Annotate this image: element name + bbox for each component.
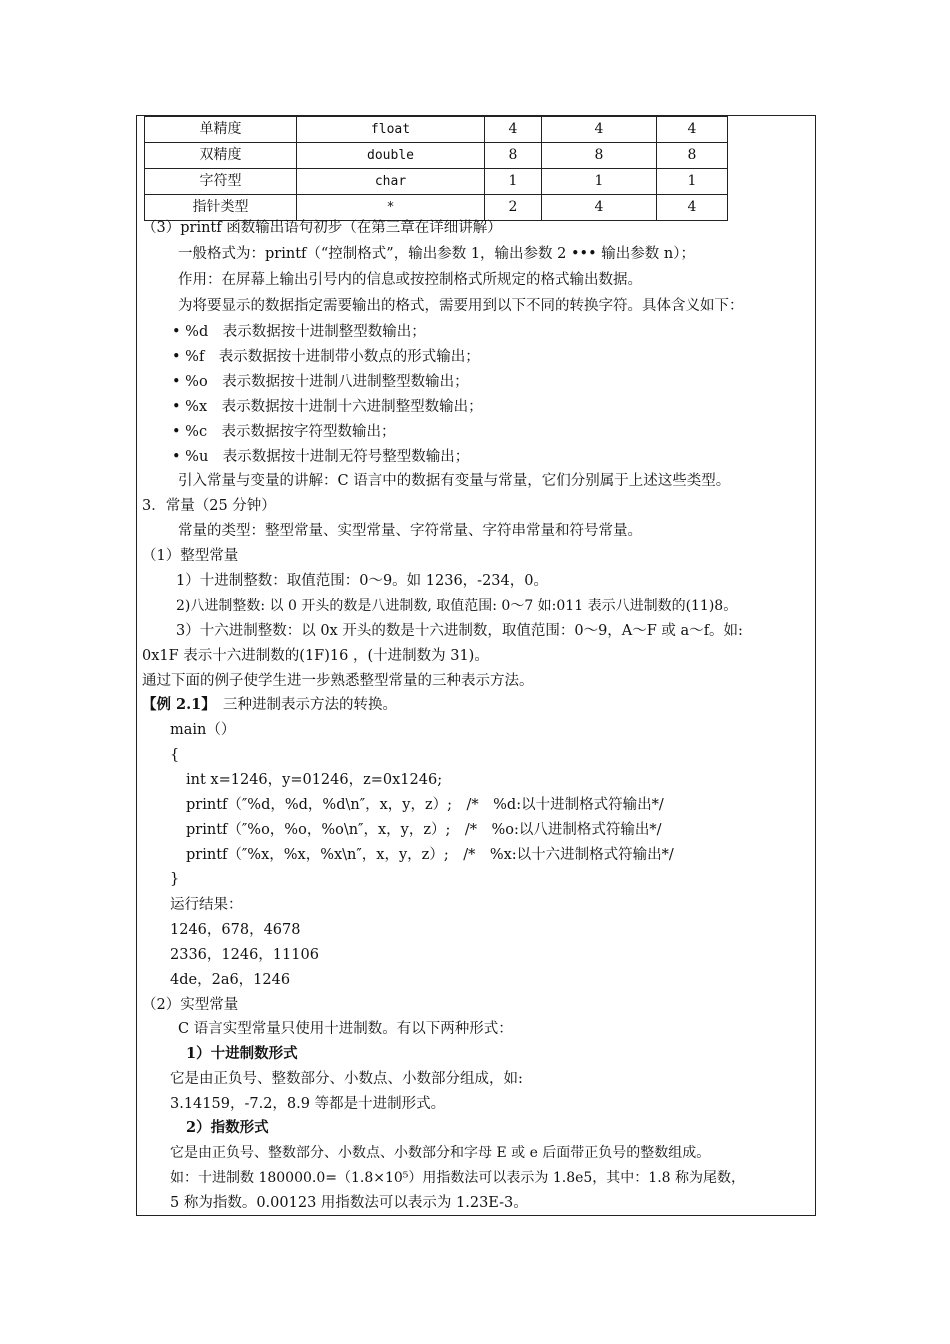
int-summary: 通过下面的例子使学生进一步熟悉整型常量的三种表示方法。: [142, 673, 534, 689]
size-32bit-cell: 8: [542, 143, 657, 169]
int-item-hex: 3）十六进制整数：以 0x 开头的数是十六进制数，取值范围：0～9，A～F 或 a～f。如:: [176, 623, 743, 639]
real-constant-heading: （2）实型常量: [142, 997, 239, 1013]
code-line: printf（″%o，%o，%o\n″，x，y，z）; /* %o:以八进制格式符输出*/: [186, 822, 662, 838]
type-name-cell: 字符型: [145, 169, 297, 195]
size-16bit-cell: 2: [485, 195, 542, 221]
exp-form-example: 如：十进制数 180000.0=（1.8×10⁵）用指数法可以表示为 1.8e5，其中：1.8 称为尾数，: [170, 1170, 746, 1186]
constant-types: 常量的类型：整型常量、实型常量、字符常量、字符串常量和符号常量。: [178, 523, 642, 539]
example-title: 三种进制表示方法的转换。: [208, 697, 398, 713]
exp-form-desc: 它是由正负号、整数部分、小数点、小数部分和字母 E 或 e 后面带正负号的整数组成。: [170, 1145, 711, 1161]
example-heading: [142, 695, 397, 715]
table-row: [145, 143, 728, 169]
decimal-form-desc: 它是由正负号、整数部分、小数点、小数部分组成，如:: [170, 1071, 523, 1087]
int-item-octal: 2)八进制整数: 以 0 开头的数是八进制数, 取值范围: 0～7 如:011 表示八进制数的(11)8。: [176, 598, 738, 614]
data-type-table: [144, 116, 728, 221]
size-32bit-cell: 4: [542, 195, 657, 221]
example-label: 【例 2.1】: [142, 696, 209, 713]
real-intro: C 语言实型常量只使用十进制数。有以下两种形式：: [178, 1021, 513, 1037]
code-line: main（）: [170, 722, 236, 738]
int-item-decimal: 1）十进制整数：取值范围：0～9。如 1236，-234，0。: [176, 573, 548, 589]
printf-heading: （3）printf 函数输出语句初步（在第三章在详细讲解）: [142, 220, 502, 236]
code-line: printf（″%x，%x，%x\n″，x，y，z）; /* %x:以十六进制格式符输出*/: [186, 847, 674, 863]
printf-intro: 为将要显示的数据指定需要输出的格式，需要用到以下不同的转换字符。具体含义如下：: [178, 298, 744, 314]
specifier-item: • %o 表示数据按十进制八进制整型数输出；: [172, 374, 469, 390]
size-16bit-cell: 1: [485, 169, 542, 195]
printf-general-format: 一般格式为：printf（“控制格式”，输出参数 1，输出参数 2 ••• 输出参数 n）；: [178, 246, 695, 262]
table-row: [145, 117, 728, 143]
result-line: 4de，2a6，1246: [170, 972, 291, 988]
size-64bit-cell: 8: [657, 143, 728, 169]
keyword-cell: double: [297, 143, 485, 169]
size-32bit-cell: 1: [542, 169, 657, 195]
result-line: 1246，678，4678: [170, 922, 301, 938]
keyword-cell: *: [297, 195, 485, 221]
specifier-item: • %c 表示数据按字符型数输出；: [172, 424, 396, 440]
table-row: [145, 195, 728, 221]
keyword-cell: char: [297, 169, 485, 195]
type-name-cell: 指针类型: [145, 195, 297, 221]
size-64bit-cell: 4: [657, 195, 728, 221]
exp-form-example-cont: 5 称为指数。0.00123 用指数法可以表示为 1.23E-3。: [170, 1195, 528, 1211]
code-line: printf（″%d，%d，%d\n″，x，y，z）; /* %d:以十进制格式符输出*/: [186, 797, 664, 813]
exp-form-heading: 2）指数形式: [186, 1119, 269, 1136]
size-16bit-cell: 8: [485, 143, 542, 169]
result-line: 2336，1246，11106: [170, 947, 319, 963]
size-32bit-cell: 4: [542, 117, 657, 143]
specifier-item: • %x 表示数据按十进制十六进制整型数输出；: [172, 399, 483, 415]
keyword-cell: float: [297, 117, 485, 143]
size-64bit-cell: 1: [657, 169, 728, 195]
specifier-item: • %f 表示数据按十进制带小数点的形式输出；: [172, 349, 480, 365]
specifier-item: • %d 表示数据按十进制整型数输出；: [172, 324, 426, 340]
constants-heading: 3．常量（25 分钟）: [142, 498, 276, 514]
int-constant-heading: （1）整型常量: [142, 548, 239, 564]
decimal-form-examples: 3.14159，-7.2，8.9 等都是十进制形式。: [170, 1096, 446, 1112]
table-row: [145, 169, 728, 195]
decimal-form-heading: 1）十进制数形式: [186, 1045, 298, 1062]
code-line: }: [170, 871, 180, 887]
size-64bit-cell: 4: [657, 117, 728, 143]
specifier-item: • %u 表示数据按十进制无符号整型数输出；: [172, 449, 470, 465]
type-name-cell: 双精度: [145, 143, 297, 169]
size-16bit-cell: 4: [485, 117, 542, 143]
int-item-hex-cont: 0x1F 表示十六进制数的(1F)16 ，(十进制数为 31)。: [142, 648, 489, 664]
code-line: int x=1246，y=01246，z=0x1246;: [186, 772, 443, 788]
transition-text: 引入常量与变量的讲解：C 语言中的数据有变量与常量，它们分别属于上述这些类型。: [178, 473, 731, 489]
result-label: 运行结果：: [170, 897, 243, 913]
type-name-cell: 单精度: [145, 117, 297, 143]
printf-purpose: 作用：在屏幕上输出引号内的信息或按控制格式所规定的格式输出数据。: [178, 272, 642, 288]
code-line: {: [170, 747, 180, 763]
